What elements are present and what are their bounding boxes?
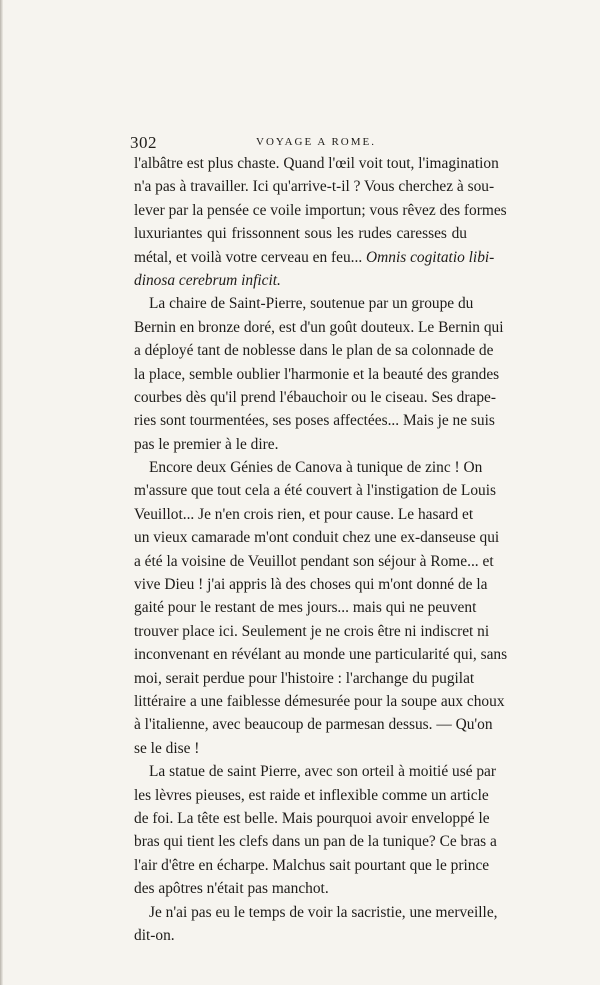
text-line: l'air d'être en écharpe. Malchus sait pourtant que le prince xyxy=(134,856,490,874)
text-line: La statue de saint Pierre, avec son orteil à moitié usé par xyxy=(149,763,497,781)
text-line: à l'italienne, avec beaucoup de parmesan dessus. — Qu'on xyxy=(134,716,493,734)
running-header xyxy=(130,133,466,153)
text-line: moi, serait perdue pour l'histoire : l'archange du pugilat xyxy=(134,669,475,687)
text-line: Veuillot... Je n'en crois rien, et pour cause. Le hasard et xyxy=(134,505,474,523)
text-line: La chaire de Saint-Pierre, soutenue par un groupe du xyxy=(149,295,474,313)
running-title: VOYAGE A ROME. xyxy=(256,136,376,148)
text-line: métal, et voilà votre cerveau en feu... Omnis cogitatio libi- xyxy=(134,248,495,266)
text-line: Encore deux Génies de Canova à tunique de zinc ! On xyxy=(149,459,483,477)
text-line: a déployé tant de noblesse dans le plan de sa colonnade de xyxy=(134,342,494,360)
text-line: se le dise ! xyxy=(134,739,200,757)
text-line: trouver place ici. Seulement je ne crois être ni indiscret ni xyxy=(134,622,490,640)
body-text xyxy=(134,152,508,947)
text-line: courbes dès qu'il prend l'ébauchoir ou le ciseau. Ses drape- xyxy=(134,388,496,406)
text-line: gaité pour le restant de mes jours... mais qui ne peuvent xyxy=(134,599,477,617)
text-line: Bernin en bronze doré, est d'un goût douteux. Le Bernin qui xyxy=(134,318,504,336)
text-line: un vieux camarade m'ont conduit chez une ex-danseuse qui xyxy=(134,529,500,547)
text-line: de foi. La tête est belle. Mais pourquoi avoir enveloppé le xyxy=(134,809,490,827)
text-line: luxuriantes qui frissonnent sous les rudes caresses du xyxy=(134,225,467,243)
text-line: inconvenant en révélant au monde une particularité qui, sans xyxy=(134,646,508,664)
text-line: ries sont tourmentées, ses poses affectées... Mais je ne suis xyxy=(134,412,495,430)
text-line: vive Dieu ! j'ai appris là des choses qui m'ont donné de la xyxy=(134,576,488,594)
text-line: pas le premier à le dire. xyxy=(134,435,279,453)
page-number: 302 xyxy=(130,133,157,152)
text-line: littéraire a une faiblesse démesurée pour la soupe aux choux xyxy=(134,692,505,710)
text-line: les lèvres pieuses, est raide et inflexible comme un article xyxy=(134,786,489,804)
text-line: a été la voisine de Veuillot pendant son séjour à Rome... et xyxy=(134,552,494,570)
text-line: bras qui tient les clefs dans un pan de la tunique? Ce bras a xyxy=(134,833,497,851)
text-line: la place, semble oublier l'harmonie et la beauté des grandes xyxy=(134,365,500,383)
page-left-edge xyxy=(0,0,3,985)
text-line: Je n'ai pas eu le temps de voir la sacristie, une merveille, xyxy=(149,903,498,921)
text-line: n'a pas à travailler. Ici qu'arrive-t-il ? Vous cherchez à sou- xyxy=(134,178,495,196)
text-line: des apôtres n'était pas manchot. xyxy=(134,880,329,898)
text-line: lever par la pensée ce voile importun; vous rêvez des formes xyxy=(134,201,507,219)
text-line: dit-on. xyxy=(134,926,175,944)
text-line: m'assure que tout cela a été couvert à l'instigation de Louis xyxy=(134,482,496,500)
text-line: l'albâtre est plus chaste. Quand l'œil voit tout, l'imagination xyxy=(134,155,499,172)
text-line: dinosa cerebrum inficit. xyxy=(134,271,281,289)
